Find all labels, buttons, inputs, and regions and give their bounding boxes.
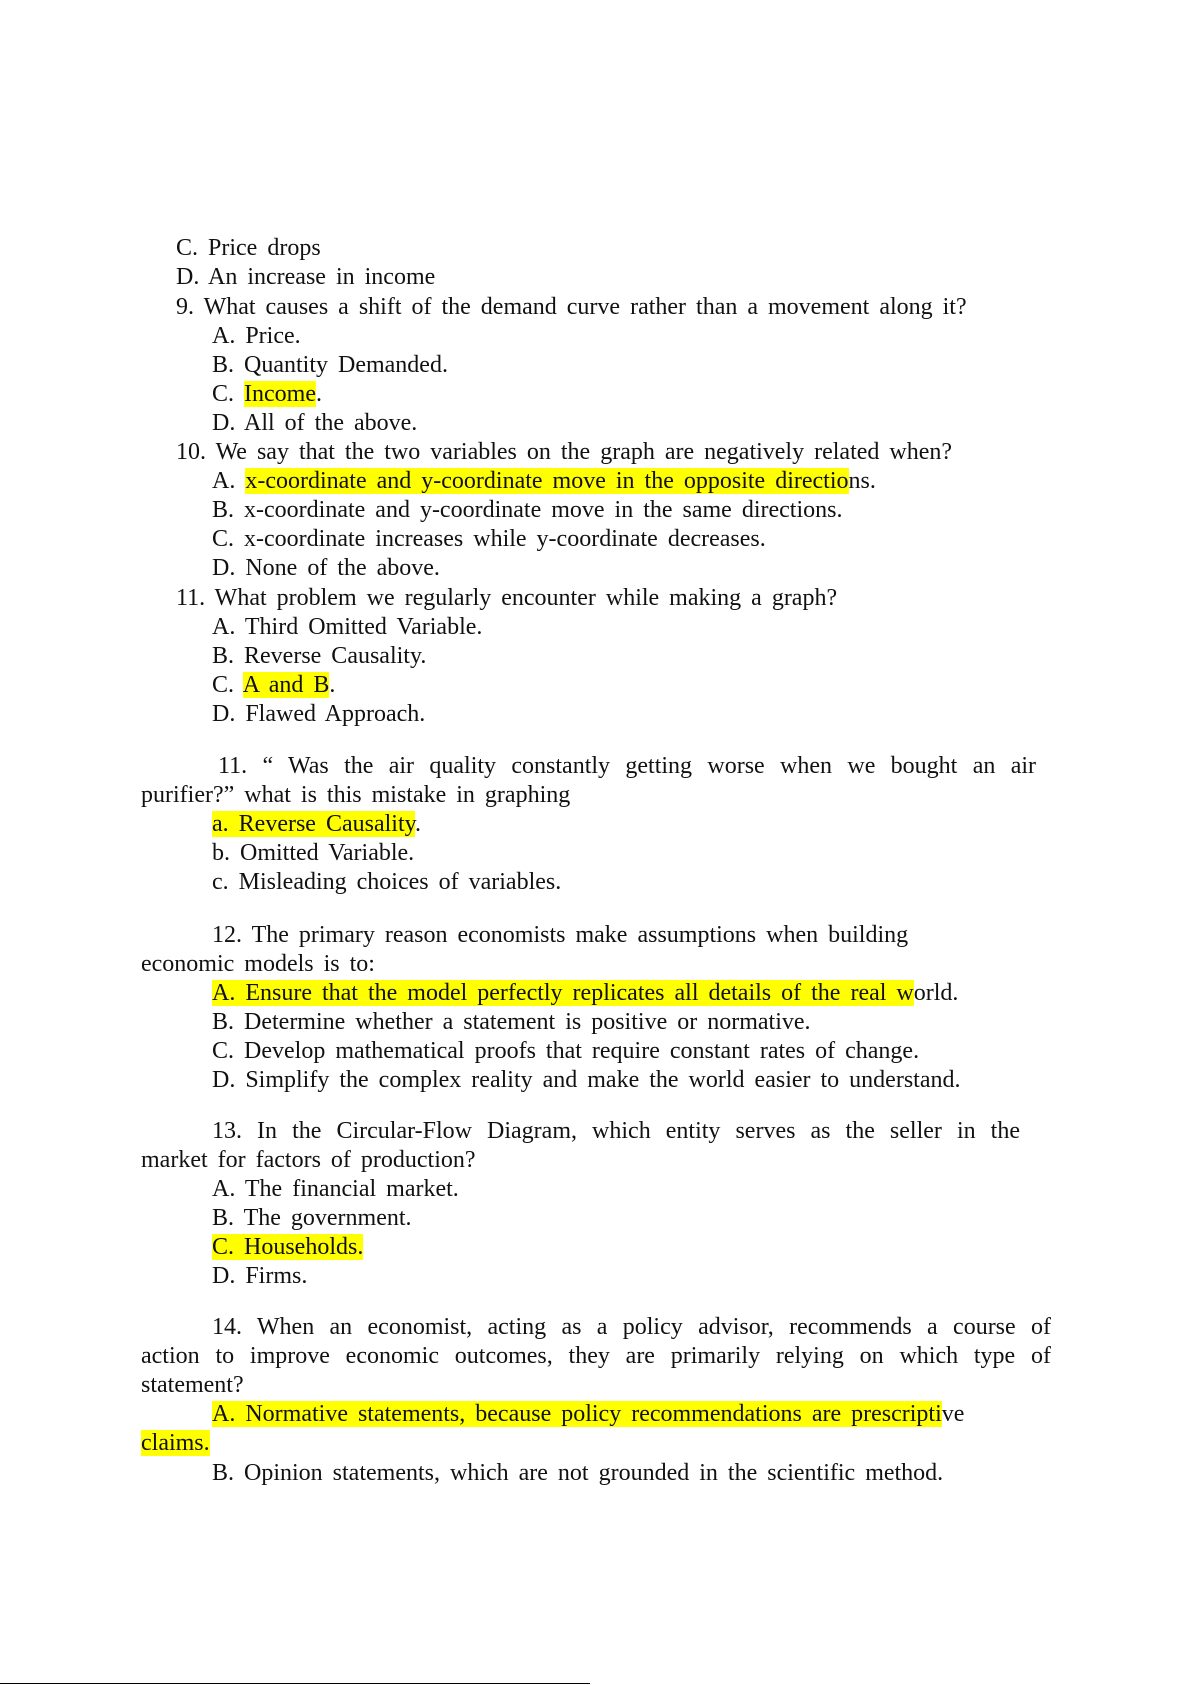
q11b-option-c: c. Misleading choices of variables. [212, 869, 562, 895]
q10-option-a-suffix: ns. [848, 468, 876, 494]
q14-option-b: B. Opinion statements, which are not grounded in the scientific method. [212, 1460, 944, 1486]
q10-option-a [212, 467, 876, 496]
q11a-option-c-prefix: C. [212, 672, 243, 698]
q13-option-b: B. The government. [212, 1205, 412, 1231]
q14-answer-highlight: A. Normative statements, because policy recommendations are prescripti [212, 1401, 942, 1427]
q9-option-d: D. All of the above. [212, 410, 418, 436]
q10-option-c: C. x-coordinate increases while y-coordinate decreases. [212, 526, 766, 552]
q8-option-c: C. Price drops [176, 235, 321, 261]
q11b-option-b: b. Omitted Variable. [212, 840, 415, 866]
q14-stem-line3: statement? [141, 1372, 244, 1398]
q14-stem-line2: action to improve economic outcomes, they are primarily relying on which type of [141, 1343, 1051, 1369]
q11a-option-d: D. Flawed Approach. [212, 701, 426, 727]
q13-option-d: D. Firms. [212, 1263, 308, 1289]
q11a-stem: 11. What problem we regularly encounter while making a graph? [176, 585, 838, 611]
q8-option-d: D. An increase in income [176, 264, 436, 290]
q12-option-b: B. Determine whether a statement is positive or normative. [212, 1009, 811, 1035]
q12-answer-highlight: A. Ensure that the model perfectly replicates all details of the real w [212, 980, 914, 1006]
q11a-answer-highlight: A and B [242, 672, 330, 698]
q11b-option-a-suffix: . [415, 811, 422, 837]
q12-option-a [212, 979, 958, 1008]
q13-option-a: A. The financial market. [212, 1176, 459, 1202]
q9-answer-highlight: Income [244, 381, 316, 407]
q9-option-a: A. Price. [212, 323, 301, 349]
q12-option-c: C. Develop mathematical proofs that require constant rates of change. [212, 1038, 920, 1064]
q12-stem-line1: 12. The primary reason economists make assumptions when building [212, 922, 909, 948]
q9-stem: 9. What causes a shift of the demand curve rather than a movement along it? [176, 294, 967, 320]
q12-option-d: D. Simplify the complex reality and make the world easier to understand. [212, 1067, 961, 1093]
q13-stem-line1: 13. In the Circular-Flow Diagram, which entity serves as the seller in the [212, 1118, 1020, 1144]
q9-option-c-prefix: C. [212, 381, 245, 407]
q11b-stem-line2: purifier?” what is this mistake in graphing [141, 782, 571, 808]
q11a-option-b: B. Reverse Causality. [212, 643, 427, 669]
q13-option-c [212, 1233, 363, 1262]
q14-answer-highlight-line2: claims. [141, 1430, 210, 1456]
footnote-separator [0, 1683, 590, 1684]
q14-option-a [212, 1400, 964, 1429]
q11b-stem-line1: 11. “ Was the air quality constantly getting worse when we bought an air [218, 753, 1036, 779]
q10-stem: 10. We say that the two variables on the graph are negatively related when? [176, 439, 953, 465]
q14-option-a-line2 [141, 1429, 210, 1458]
q10-option-a-prefix: A. [212, 468, 246, 494]
q11b-option-a [212, 810, 421, 839]
q10-answer-highlight: x-coordinate and y-coordinate move in the opposite directio [245, 468, 849, 494]
q13-answer-highlight: C. Households. [212, 1234, 364, 1260]
q14-stem-line1: 14. When an economist, acting as a policy advisor, recommends a course of [212, 1314, 1051, 1340]
q9-option-b: B. Quantity Demanded. [212, 352, 448, 378]
q11a-option-a: A. Third Omitted Variable. [212, 614, 483, 640]
q10-option-d: D. None of the above. [212, 555, 440, 581]
q12-option-a-suffix: orld. [913, 980, 959, 1006]
q9-option-c [212, 380, 322, 409]
q10-option-b: B. x-coordinate and y-coordinate move in the same directions. [212, 497, 843, 523]
q12-stem-line2: economic models is to: [141, 951, 375, 977]
q14-option-a-suffix: ve [941, 1401, 965, 1427]
q11a-option-c [212, 671, 335, 700]
q13-stem-line2: market for factors of production? [141, 1147, 476, 1173]
q11b-answer-highlight: a. Reverse Causality [212, 811, 416, 837]
q11a-option-c-suffix: . [329, 672, 336, 698]
q9-option-c-suffix: . [315, 381, 322, 407]
